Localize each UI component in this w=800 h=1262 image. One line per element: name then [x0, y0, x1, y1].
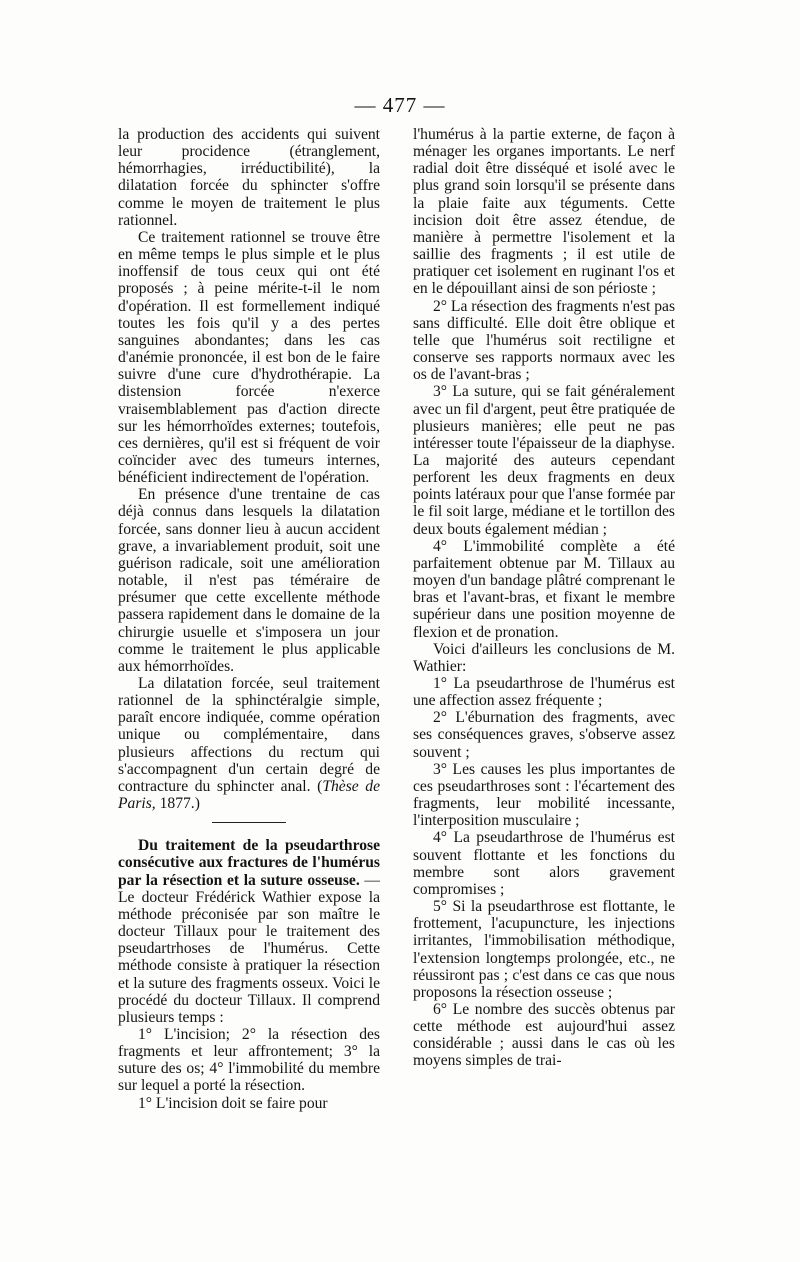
citation-year: 1877.) — [155, 795, 200, 813]
paragraph: 2° La résection des fragments n'est pas sans difficulté. Elle doit être oblique et telle que l'humérus soit rectiligne et conserve ses rapports normaux avec les os de l'avant-bras ; — [413, 297, 676, 384]
conclusion-item: 3° Les causes les plus importantes de ces pseudarthroses sont : l'écartement des fragments, leur mobilité incessante, l'interposition musculaire ; — [413, 760, 675, 830]
conclusion-item: 2° L'éburnation des fragments, avec ses conséquences graves, s'observe assez souvent ; — [413, 709, 675, 761]
section-body: — Le docteur Frédérick Wathier expose la méthode préconisée par son maître le docteur Tillaux pour le traitement des pseudartrhoses de l'humérus. Cette méthode consiste à pratiquer la résection et la suture des fragments osseux. Voici le procédé du docteur Tillaux. Il comprend plusieurs temps : — [118, 871, 380, 1026]
paragraph: En présence d'une trentaine de cas déjà connus dans lesquels la dilatation forcée, sans donner lieu à aucun accident grave, a invariablement produit, soit une guérison radicale, soit une amélioration notable, il n'est pas téméraire de présumer que cette excellente méthode passera rapidement dans le domaine de la chirurgie usuelle et s'imposera un jour comme le traitement le plus applicable aux hémorrhoïdes. — [118, 486, 380, 675]
paragraph: 1° L'incision; 2° la résection des fragments et leur affrontement; 3° la suture des os; 4° l'immobilité du membre sur lequel a porté la résection. — [118, 1025, 380, 1095]
left-column — [118, 126, 380, 1112]
paragraph: Ce traitement rationnel se trouve être en même temps le plus simple et le plus inoffensif de tous ceux qui ont été proposés ; à peine mérite-t-il le nom d'opération. Il est formellement indiqué toutes les fois qu'il y a des pertes sanguines abondantes; dans les cas d'anémie prononcée, il est bon de le faire suivre d'une cure d'hydrothérapie. La distension forcée n'exerce vraisemblablement pas d'action directe sur les hémorrhoïdes externes; toutefois, ces dernières, qu'il est si fréquent de voir coïncider avec des tumeurs internes, bénéficient indirectement de l'opération. — [118, 228, 380, 487]
section-paragraph — [118, 837, 380, 1026]
paragraph: 3° La suture, qui se fait généralement avec un fil d'argent, peut être pratiquée de plusieurs manières; elle peut ne pas intéresser toute l'épaisseur de la diaphyse. La majorité des auteurs cependant perforent les deux fragments en deux points latéraux pour que l'anse formée par le fil soit large, médiane et le tortillon des deux bouts également médian ; — [413, 383, 675, 538]
paragraph-text: La dilatation forcée, seul traitement rationnel de la sphinctéralgie simple, paraît encore indiquée, comme opération unique ou complémentaire, dans plusieurs affections du rectum qui s'accompagnent d'un certain degré de contracture du sphincter anal. ( — [118, 675, 380, 795]
conclusion-item: 4° La pseudarthrose de l'humérus est souvent flottante et les fonctions du membre sont alors gravement compromises ; — [413, 829, 675, 898]
paragraph — [118, 675, 380, 812]
page-number: — 477 — — [354, 93, 446, 117]
paragraph: la production des accidents qui suivent leur procidence (étranglement, hémorrhagies, irréductibilité), la dilatation forcée du sphincter s'offre comme le moyen de traitement le plus rationnel. — [118, 126, 380, 229]
paragraph: 4° L'immobilité complète a été parfaitement obtenue par M. Tillaux au moyen d'un bandage plâtré comprenant le bras et l'avant-bras, et fixant le membre supérieur dans une position moyenne de flexion et de pronation. — [413, 537, 675, 641]
paragraph: Voici d'ailleurs les conclusions de M. Wathier: — [413, 640, 675, 675]
conclusion-item: 5° Si la pseudarthrose est flottante, le frottement, l'acupuncture, les injections irritantes, l'immobilisation méthodique, l'extension longtemps prolongée, etc., ne réussiront pas ; c'est dans ce cas que nous proposons la résection osseuse ; — [413, 898, 675, 1001]
right-column — [413, 126, 675, 1070]
conclusion-item: 6° Le nombre des succès obtenus par cette méthode est aujourd'hui assez considérable ; aussi dans le cas où les moyens simples de trai- — [413, 1000, 675, 1070]
paragraph: 1° L'incision doit se faire pour — [138, 1094, 328, 1112]
section-title: Du traitement de la pseudarthrose consécutive aux fractures de l'humérus par la résection et la suture osseuse. — [118, 837, 380, 889]
citation: Thèse de Paris, — [118, 777, 381, 813]
conclusion-item: 1° La pseudarthrose de l'humérus est une affection assez fréquente ; — [413, 675, 675, 710]
paragraph: l'humérus à la partie externe, de façon à ménager les organes importants. Le nerf radial doit être disséqué et isolé avec le plus grand soin lorsqu'il se présente dans la plaie faite aux téguments. Cette incision doit être assez étendue, de manière à permettre l'isolement et la saillie des fragments ; il est utile de pratiquer cet isolement en ruginant l'os et en le dépouillant ainsi de son périoste ; — [413, 126, 675, 298]
section-divider — [212, 822, 286, 823]
